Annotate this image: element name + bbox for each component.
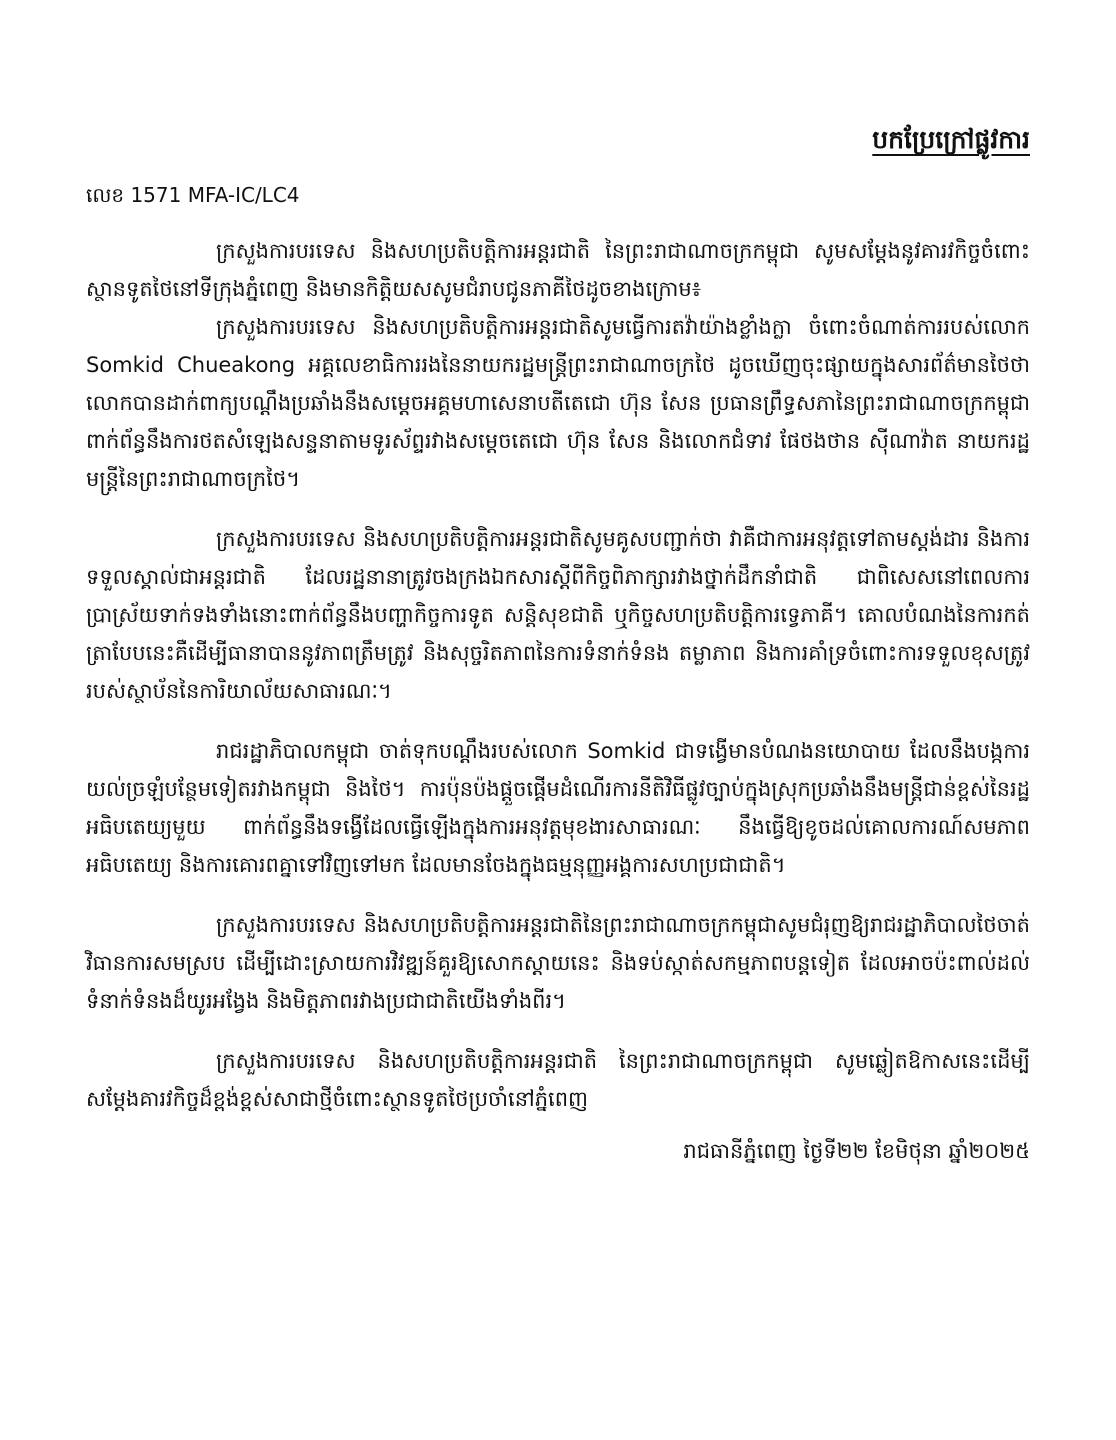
paragraph-introduction: ក្រសួងការបរទេស និងសហប្រតិបត្តិការអន្តរជាតិ នៃព្រះរាជាណាចក្រកម្ពុជា សូមសម្តែងនូវគារវកិច្ចចំពោះស្ថានទូតថៃនៅទីក្រុងភ្នំពេញ និងមានកិត្តិយសសូមជំរាបជូនភាគីថៃដូចខាងក្រោម៖ [86,239,1030,301]
paragraph-standard-practice: ក្រសួងការបរទេស និងសហប្រតិបត្តិការអន្តរជាតិសូមគូសបញ្ជាក់ថា វាគឺជាការអនុវត្តទៅតាមស្តង់ដារ និងការទទួលស្គាល់ជាអន្តរជាតិ ដែលរដ្ឋនានាត្រូវចងក្រងឯកសារស្តីពីកិច្ចពិភាក្សារវាងថ្នាក់ដឹកនាំជាតិ ជាពិសេសនៅពេលការប្រាស្រ័យទាក់ទងទាំងនោះពាក់ព័ន្ធនឹងបញ្ហាកិច្ចការទូត សន្តិសុខជាតិ ឬកិច្ចសហប្រតិបត្តិការទ្វេភាគី។ គោលបំណងនៃការកត់ត្រាបែបនេះគឺដើម្បីធានាបាននូវភាពត្រឹមត្រូវ និងសុច្ចរិតភាពនៃការទំនាក់ទំនង តម្លាភាព និងការគាំទ្រចំពោះការទទួលខុសត្រូវរបស់ស្ថាប័ននៃការិយាល័យសាធារណៈ។ [86,527,1030,703]
paragraph-protest: ក្រសួងការបរទេស និងសហប្រតិបត្តិការអន្តរជាតិសូមធ្វើការតវ៉ាយ៉ាងខ្លាំងក្លា ចំពោះចំណាត់ការរបស់លោក Somkid Chueakong អគ្គលេខាធិការរងនៃនាយករដ្ឋមន្ត្រីព្រះរាជាណាចក្រថៃ ដូចឃើញចុះផ្សាយក្នុងសារព័ត៌មានថៃថា លោកបានដាក់ពាក្យបណ្តឹងប្រឆាំងនឹងសម្តេចអគ្គមហាសេនាបតីតេជោ ហ៊ុន សែន ប្រធានព្រឹទ្ធសភានៃព្រះរាជាណាចក្រកម្ពុជា ពាក់ព័ន្ធនឹងការថតសំឡេងសន្ទនាតាមទូរស័ព្ទរវាងសម្តេចតេជោ ហ៊ុន សែន និងលោកជំទាវ ផែថងថាន ស៊ីណាវ៉ាត នាយករដ្ឋមន្ត្រីនៃព្រះរាជាណាចក្រថៃ។ [86,315,1030,491]
reference-number: លេខ 1571 MFA-IC/LC4 [86,183,300,207]
document-body [86,232,1030,1170]
paragraph-closing: ក្រសួងការបរទេស និងសហប្រតិបត្តិការអន្តរជាតិ នៃព្រះរាជាណាចក្រកម្ពុជា សូមឆ្លៀតឱកាសនេះដើម្បីសម្តែងគារវកិច្ចដ៏ខ្ពង់ខ្ពស់សាជាថ្មីចំពោះស្ថានទូតថៃប្រចាំនៅភ្នំពេញ [86,1049,1030,1111]
paragraph-political-motive: រាជរដ្ឋាភិបាលកម្ពុជា ចាត់ទុកបណ្តឹងរបស់លោក Somkid ជាទង្វើមានបំណងនយោបាយ ដែលនឹងបង្កការយល់ច្រឡំបន្ថែមទៀតរវាងកម្ពុជា និងថៃ។ ការប៉ុនប៉ងផ្តួចផ្តើមដំណើរការនីតិវិធីផ្លូវច្បាប់ក្នុងស្រុកប្រឆាំងនឹងមន្ត្រីជាន់ខ្ពស់នៃរដ្ឋអធិបតេយ្យមួយ ពាក់ព័ន្ធនឹងទង្វើដែលធ្វើឡើងក្នុងការអនុវត្តមុខងារសាធារណៈ នឹងធ្វើឱ្យខូចដល់គោលការណ៍សមភាពអធិបតេយ្យ និងការគោរពគ្នាទៅវិញទៅមក ដែលមានចែងក្នុងធម្មនុញ្ញអង្គការសហប្រជាជាតិ។ [86,739,1030,877]
paragraph-urge-action: ក្រសួងការបរទេស និងសហប្រតិបត្តិការអន្តរជាតិនៃព្រះរាជាណាចក្រកម្ពុជាសូមជំរុញឱ្យរាជរដ្ឋាភិបាលថៃចាត់វិធានការសមស្រប ដើម្បីដោះស្រាយការវិវឌ្ឍន៍គួរឱ្យសោកស្តាយនេះ និងទប់ស្កាត់សកម្មភាពបន្តទៀត ដែលអាចប៉ះពាល់ដល់ទំនាក់ទំនងដ៏យូរអង្វែង និងមិត្តភាពរវាងប្រជាជាតិយើងទាំងពីរ។ [86,913,1030,1013]
dateline: រាជធានីភ្នំពេញ ថ្ងៃទី២២ ខែមិថុនា ឆ្នាំ២០២៥ [683,1139,1030,1163]
document-heading: បកប្រែក្រៅផ្លូវការ [872,125,1030,154]
